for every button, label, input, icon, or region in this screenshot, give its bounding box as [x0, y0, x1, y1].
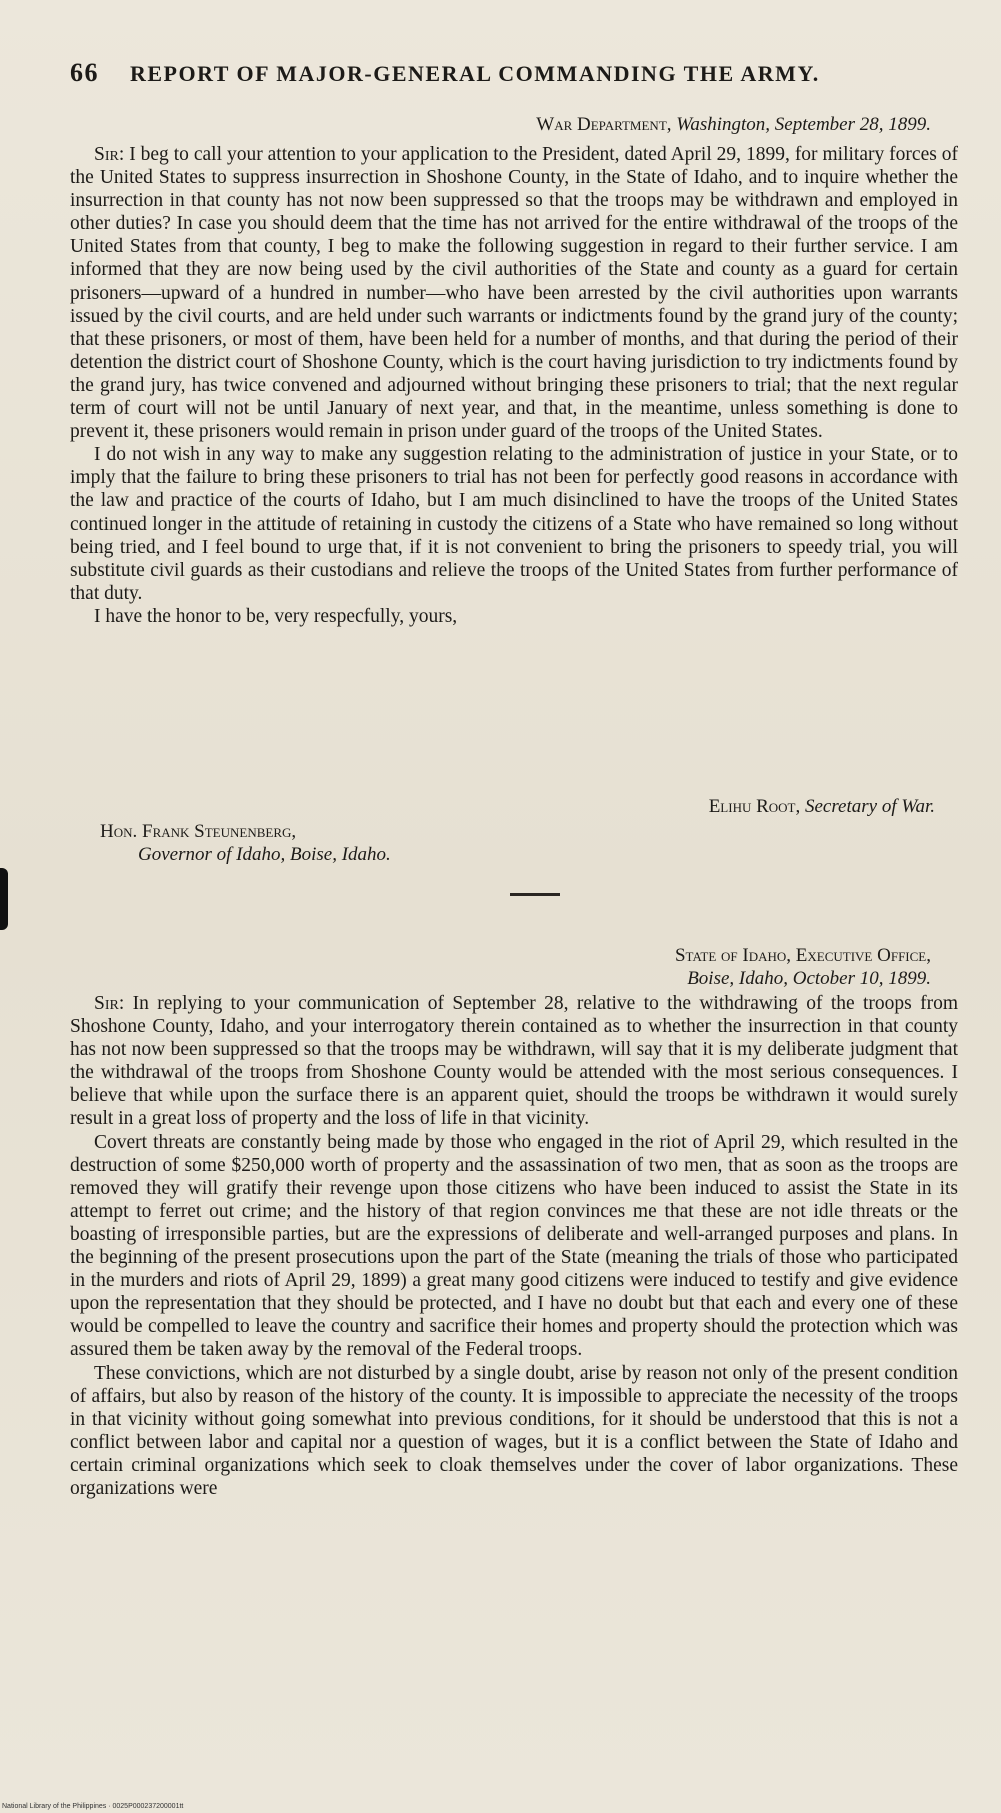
signature-name: Elihu Root,: [708, 796, 801, 817]
letter1-addressee: [100, 820, 391, 866]
scan-footer: National Library of the Philippines · 0025P000237200001tt: [2, 1803, 184, 1810]
letter2-paragraph-2: Covert threats are constantly being made by those who engaged in the riot of April 29, which resulted in the destruction of some $250,000 worth of property and the assassination of two men, that as soon as the troops are removed they will gratify their revenge upon those citizens who have been induced to assist the State in its attempt to ferret out crime; and the history of that region convinces me that these are not idle threats or the boasting of irresponsible parties, but are the expressions of deliberate and well-arranged purposes and plans. In the beginning of the present prosecutions upon the part of the State (meaning the trials of those who participated in the murders and riots of April 29, 1899) a great many good citizens were induced to testify and give evidence upon the representation that they should be protected, and I have no doubt but that each and every one of these would be compelled to leave the country and sacrifice their homes and property should the protection which was assured them be taken away by the removal of the Federal troops.: [70, 1131, 958, 1361]
letter2-salutation: Sir:: [94, 993, 125, 1014]
letter2-paragraph-1: [70, 992, 958, 1131]
letter1-paragraph-2: I do not wish in any way to make any suggestion relating to the administration of justice in your State, or to imply that the failure to bring these prisoners to trial has not been for perfectly good reasons in accordance with the law and practice of the courts of Idaho, but I am much disinclined to have the troops of the United States continued longer in the attitude of retaining in custody the citizens of a State who have remained so long without being tried, and I feel bound to urge that, if it is not convenient to bring the prisoners to speedy trial, you will substitute civil guards as their custodians and relieve the troops of the United States from further performance of that duty.: [70, 444, 958, 604]
running-header: [70, 58, 950, 88]
letter1-signature: [709, 796, 935, 818]
letter2-paragraph-3: These convictions, which are not disturbed by a single doubt, arise by reason not only of the present condition of affairs, but also by reason of the history of the county. It is impossible to appreciate the necessity of the troops in that vicinity without going somewhat into previous conditions, for it should be understood that this is not a conflict between labor and capital nor a question of wages, but it is a conflict between the State of Idaho and certain criminal organizations which seek to cloak themselves under the cover of labor organizations. These organizations were: [70, 1362, 958, 1499]
letter2-paragraph-1-text: In replying to your communication of September 28, relative to the withdrawing of the troops from Shoshone County, Idaho, and your interrogatory therein contained as to whether the insurrection in that county has not now been suppressed so that the troops may be withdrawn, will say that it is my deliberate judgment that the withdrawal of the troops from Shoshone County would be attended with the most serious consequences. I believe that while upon the surface there is an apparent quiet, should the troops be withdrawn it would surely result in a great loss of property and the loss of life in that vicinity.: [70, 993, 959, 1130]
letter1-dateline: [536, 113, 931, 136]
section-divider: [510, 893, 560, 896]
letter2-dateline-office: State of Idaho, Executive Office,: [674, 945, 931, 966]
letter1-closing: I have the honor to be, very respecfully, yours,: [94, 605, 458, 627]
signature-title: Secretary of War.: [805, 796, 935, 817]
letter2-body: [70, 992, 958, 1500]
addressee-name: Hon. Frank Steunenberg,: [100, 821, 297, 842]
letter1-dateline-date: Washington, September 28, 1899.: [676, 114, 931, 135]
letter1-salutation: Sir:: [94, 144, 125, 165]
page-number: 66: [70, 58, 99, 87]
addressee-title: Governor of Idaho, Boise, Idaho.: [138, 844, 391, 865]
scan-edge-mark: [0, 868, 8, 930]
letter1-body: [70, 143, 958, 628]
letter1-paragraph-1: [70, 143, 958, 443]
letter1-paragraph-1-text: I beg to call your attention to your application to the President, dated April 29, 1899, for military forces of the United States to suppress insurrection in Shoshone County, in the State of Idaho, and to inquire whether the insurrection in that county has not now been suppressed so that the troops may be withdrawn and employed in other duties? In case you should deem that the time has not arrived for the entire withdrawal of the troops of the United States from that county, I beg to make the following suggestion in regard to their further service. I am informed that they are now being used by the civil authorities of the State and county as a guard for certain prisoners—upward of a hundred in number—who have been arrested by the civil authorities upon warrants issued by the civil courts, and are held under such warrants or indictments found by the grand jury of the county; that these prisoners, or most of them, have been held for a number of months, and that during the period of their detention the district court of Shoshone County, which is the court having jurisdiction to try indictments found by the grand jury, has twice convened and adjourned without bringing these prisoners to trial; that the next regular term of court will not be until January of next year, and that, in the meantime, unless something is done to prevent it, these prisoners would remain in prison under guard of the troops of the United States.: [70, 144, 959, 443]
letter2-dateline-date: Boise, Idaho, October 10, 1899.: [687, 968, 931, 989]
letter1-dateline-place: War Department,: [536, 114, 672, 135]
letter2-dateline: [675, 944, 931, 990]
report-title: REPORT OF MAJOR-GENERAL COMMANDING THE ARMY.: [130, 61, 820, 86]
